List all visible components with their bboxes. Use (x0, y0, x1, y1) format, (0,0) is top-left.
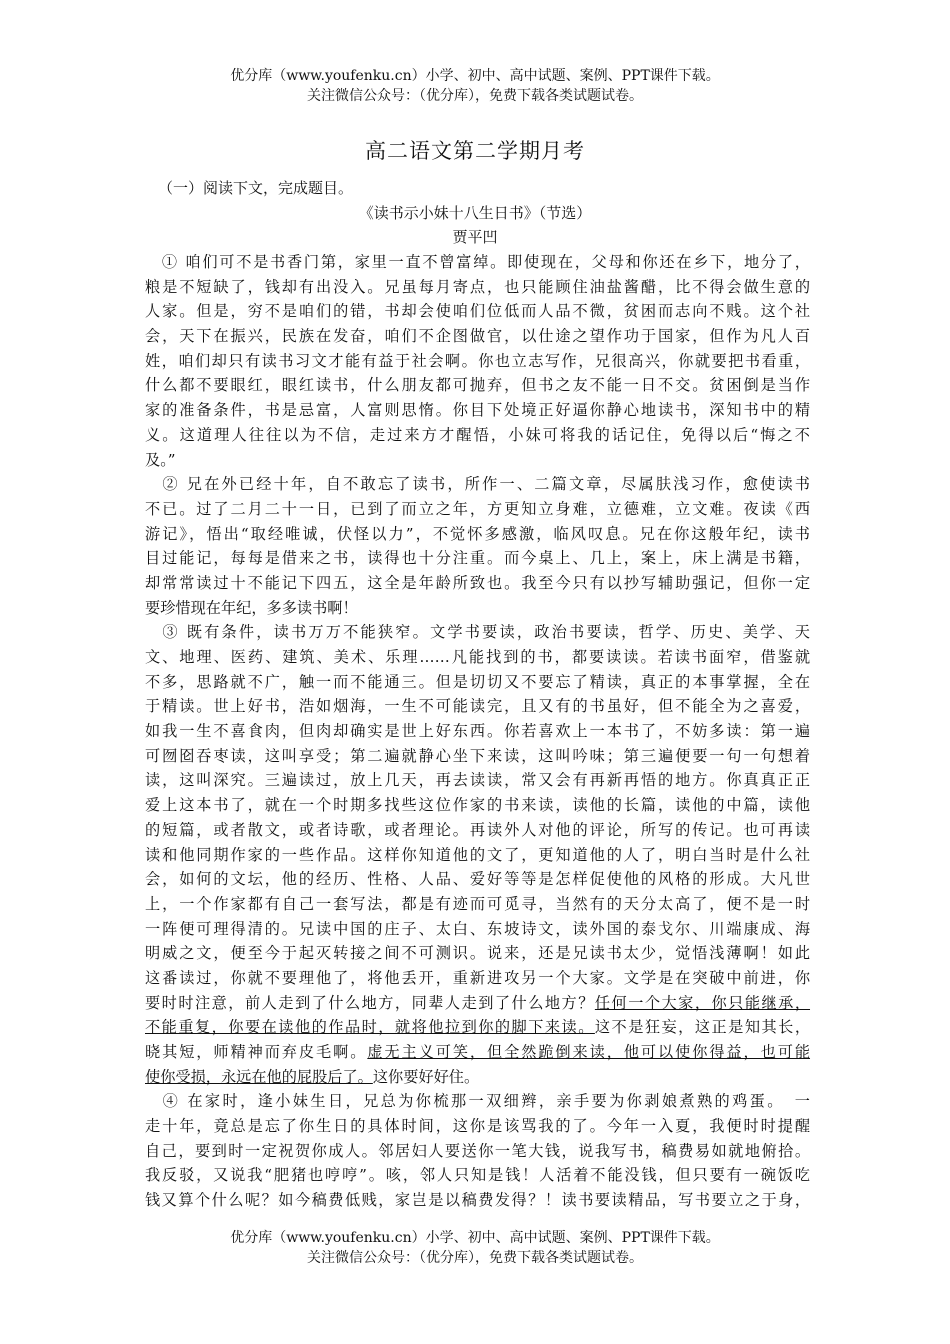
text-line (145, 1015, 810, 1040)
page-footer (0, 1228, 950, 1268)
text-segment: 家的准备条件，书是忌富，人富则思惰。你目下处境正好逼你静心地读书，深知书中的精 (145, 401, 810, 420)
text-line (145, 596, 810, 621)
text-segment: 义。这道理人往往以为不信，走过来方才醒悟，小妹可将我的话记住，免得以后“悔之不 (145, 425, 810, 444)
text-segment: 文、地理、医药、建筑、美术、乐理……凡能找到的书，都要读读。若读书面窄，借鉴就 (145, 648, 810, 666)
text-segment: 如我一生不喜食肉，但肉却确实是世上好东西。你若喜欢上一本书了，不妨多读：第一遍 (145, 722, 810, 741)
text-segment: 什么都不要眼红，眼红读书，什么朋友都可抛弃，但书之友不能一日不交。贫困倒是当作 (145, 376, 810, 395)
text-segment: 读和他同期作家的一些作品。这样你知道他的文了，更知道他的人了，明白当时是什么社 (145, 845, 810, 864)
text-segment: 目过能记，每每是借来之书，读得也十分注重。而今桌上、几上，案上，床上满是书籍， (145, 549, 810, 568)
text-segment: 粮是不短缺了，钱却有出没入。兄虽每月寄点，也只能顾住油盐酱醋，比不得会做生意的 (145, 277, 810, 296)
header-line-1: 优分库（www.youfenku.cn）小学、初中、高中试题、案例、PPT课件下载。 (230, 68, 720, 84)
article-author: 贾平凹 (452, 228, 498, 246)
footer-line-1: 优分库（www.youfenku.cn）小学、初中、高中试题、案例、PPT课件下载。 (230, 1230, 720, 1246)
text-segment: 钱又算个什么呢？如今稿费低贱，家岂是以稿费发得？！读书要读精品，写书要立之于身， (145, 1191, 810, 1210)
text-segment: 我反驳，又说我“肥猪也哼哼”。咳，邻人只知是钱！人活着不能没钱，但只要有一碗饭吃 (145, 1166, 810, 1185)
text-line (145, 892, 810, 917)
text-line (145, 941, 810, 966)
article-title: 《读书示小妹十八生日书》（节选） (358, 204, 592, 222)
text-line (145, 991, 810, 1016)
section-heading: （一）阅读下文，完成题目。 (158, 179, 354, 197)
text-segment: 不能重复，你要在读他的作品时，就将他拉到你的脚下来读。 (145, 1018, 595, 1037)
text-line (145, 275, 810, 300)
text-line (145, 719, 810, 744)
header-line-2: 关注微信公众号：（优分库），免费下载各类试题试卷。 (307, 88, 643, 104)
text-segment: ③ 既有条件，读书万万不能狭窄。文学书要读，政治书要读，哲学、历史、美学、天 (145, 623, 810, 642)
text-line (145, 522, 810, 547)
text-line (145, 324, 810, 349)
text-segment: 却常常读过十不能记下四五，这全是年龄所致也。我至今只有以抄写辅助强记，但你一定 (145, 573, 810, 592)
text-segment: 游记》，悟出“取经唯诚，伏怪以力”，不觉怀多感激，临风叹息。兄在你这般年纪，读书 (145, 524, 810, 543)
text-line (145, 1139, 810, 1164)
text-segment: 这番读过，你就不要理他了，将他丢开，重新进攻另一个大家。文学是在突破中前进，你 (145, 968, 810, 987)
page-title: 高二语文第二学期月考 (365, 139, 585, 163)
text-line (145, 620, 810, 645)
text-line (145, 744, 810, 769)
text-line (145, 1089, 810, 1114)
text-line (145, 1163, 810, 1188)
text-line (145, 250, 810, 275)
text-line (145, 423, 810, 448)
text-line (145, 694, 810, 719)
text-line (145, 299, 810, 324)
text-line (145, 472, 810, 497)
text-segment: 明威之文，便至今于起灭转接之间不可测识。说来，还是兄读书太少，觉悟浅薄啊！如此 (145, 944, 810, 963)
text-segment: 会，如何的文坛，他的经历、性格、人品、爱好等等是怎样促使他的风格的形成。大凡世 (145, 870, 810, 889)
text-segment: 要珍惜现在年纪，多多读书啊！ (145, 598, 358, 617)
text-line (145, 1114, 810, 1139)
text-segment: 晓其短，师精神而弃皮毛啊。 (145, 1043, 368, 1061)
text-line (145, 768, 810, 793)
text-line (145, 373, 810, 398)
text-segment: 任何一个大家，你只能继承， (594, 993, 811, 1012)
text-segment: 自己，要到时一定祝贺你成人。邻居妇人要送你一笔大钱，说我写书，稿费易如就地俯拾。 (145, 1141, 810, 1160)
text-segment: 读，这叫深究。三遍读过，放上几天，再去读读，常又会有再新再悟的地方。你真真正正 (145, 771, 810, 790)
text-line (145, 398, 810, 423)
text-segment: 使你受损，永远在他的屁股后了。 (145, 1067, 373, 1086)
text-segment: 可囫囵吞枣读，这叫享受；第二遍就静心坐下来读，这叫吟味；第三遍便要一句一句想着 (145, 746, 810, 765)
text-line (145, 1188, 810, 1213)
text-segment: 及。” (145, 450, 176, 469)
text-line (145, 843, 810, 868)
text-line (145, 867, 810, 892)
text-line (145, 966, 810, 991)
text-line (145, 917, 810, 942)
text-segment: ② 兄在外已经十年，自不敢忘了读书，所作一、二篇文章，尽属肤浅习作，愈使读书 (145, 475, 810, 494)
text-segment: 一阵便可理得清的。兄读中国的庄子、太白、东坡诗文，读外国的泰戈尔、川端康成、海 (145, 919, 810, 938)
text-segment: 于精读。世上好书，浩如烟海，一生不可能读完，且又有的书虽好，但不能全为之喜爱， (145, 697, 810, 716)
text-line (145, 546, 810, 571)
article-body (145, 250, 810, 1213)
text-segment: 的短篇，或者散文，或者诗歌，或者理论。再读外人对他的评论，所写的传记。也可再读 (145, 820, 810, 839)
text-segment: 这你要好好住。 (372, 1067, 480, 1086)
text-line (145, 818, 810, 843)
footer-line-2: 关注微信公众号：（优分库），免费下载各类试题试卷。 (307, 1250, 643, 1266)
text-line (145, 1065, 810, 1090)
text-segment: 会，天下在振兴，民族在发奋，咱们不企图做官，以仕途之望作功于国家，但作为凡人百 (145, 327, 810, 346)
text-line (145, 349, 810, 374)
text-segment: 姓，咱们却只有读书习文才能有益于社会啊。你也立志写作，兄很高兴，你就要把书看重， (145, 351, 810, 370)
text-segment: ① 咱们可不是书香门第，家里一直不曾富绰。即使现在，父母和你还在乡下，地分了， (145, 253, 810, 271)
text-line (145, 645, 810, 670)
text-segment: 不多，思路就不广，触一而不能通三。但是切切又不要忘了精读，真正的本事掌握，全在 (145, 672, 810, 691)
text-line (145, 571, 810, 596)
text-line (145, 1040, 810, 1065)
text-segment: 这不是狂妄，这正是知其长， (594, 1018, 811, 1037)
text-segment: 要时时注意，前人走到了什么地方，同辈人走到了什么地方？ (145, 993, 595, 1012)
text-segment: 虚无主义可笑，但全然跪倒来读，他可以使你得益，也可能 (367, 1043, 811, 1061)
text-line (145, 670, 810, 695)
text-segment: 走十年，竟总是忘了你生日的具体时间，这你是该骂我的了。今年一入夏，我便时时提醒 (145, 1117, 810, 1136)
text-segment: 上，一个作家都有自己一套写法，都是有迹而可觅寻，当然有的天分太高了，便不是一时 (145, 894, 810, 913)
text-line (145, 793, 810, 818)
text-segment: ④ 在家时，逢小妹生日，兄总为你梳那一双细辫，亲手要为你剥娘煮熟的鸡蛋。 一 (145, 1092, 810, 1111)
text-segment: 爱上这本书了，就在一个时期多找些这位作家的书来读，读他的长篇，读他的中篇，读他 (145, 796, 810, 815)
text-segment: 人家。但是，穷不是咱们的错，书却会使咱们位低而人品不微，贫困而志向不贱。这个社 (145, 302, 810, 321)
text-segment: 不已。过了二月二十一日，已到了而立之年，方更知立身难，立德难，立文难。夜读《西 (145, 499, 810, 518)
text-line (145, 448, 810, 473)
page-header (0, 66, 950, 106)
text-line (145, 497, 810, 522)
